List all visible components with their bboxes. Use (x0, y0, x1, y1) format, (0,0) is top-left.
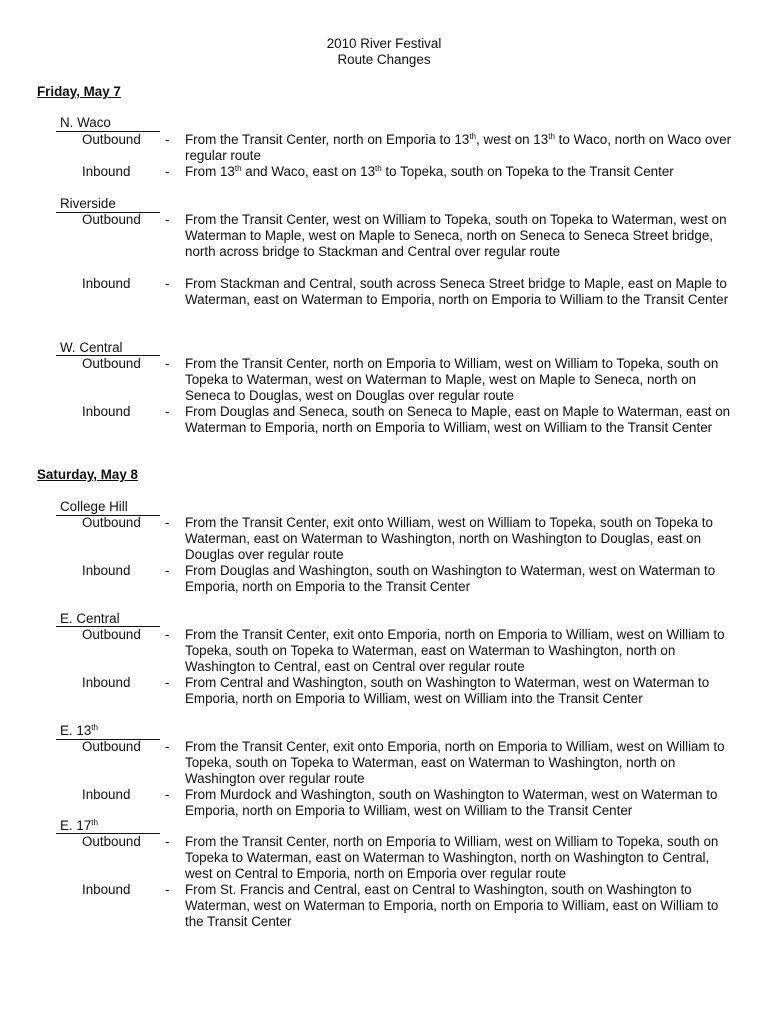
route-name-college-hill: College Hill (60, 499, 128, 514)
outbound-label: Outbound (82, 356, 141, 371)
dash-separator: - (165, 787, 170, 802)
route-name-e-central: E. Central (60, 611, 120, 626)
route-name-e-17th: E. 17th (60, 818, 98, 833)
route-description-inbound: From Douglas and Seneca, south on Seneca to Maple, east on Maple to Waterman, east on Waterman to Emporia, north on Emporia to William, west on William to the Transit Center (185, 404, 731, 435)
route-description-inbound: From Stackman and Central, south across Seneca Street bridge to Maple, east on Maple to Waterman, east on Waterman to Emporia, north on Emporia to William to the Transit Center (185, 276, 729, 307)
dash-separator: - (165, 276, 170, 291)
dash-separator: - (165, 627, 170, 642)
route-name-riverside: Riverside (60, 196, 116, 211)
inbound-label: Inbound (82, 882, 131, 897)
dash-separator: - (165, 882, 170, 897)
route-description-outbound: From the Transit Center, exit onto Emporia, north on Emporia to William, west on William to Topeka, south on Topeka to Waterman, east on Waterman to Washington, north on Washington to Central, east on Central over regular route (185, 627, 725, 674)
day-heading-saturday: Saturday, May 8 (37, 467, 138, 482)
route-description-inbound: From Central and Washington, south on Washington to Waterman, west on Waterman to Emporia, north on Emporia to William, west on William into the Transit Center (185, 675, 710, 706)
route-name-e-13th: E. 13th (60, 723, 98, 738)
route-description-inbound: From Douglas and Washington, south on Washington to Waterman, west on Waterman to Emporia, north on Emporia to the Transit Center (185, 563, 716, 594)
dash-separator: - (165, 675, 170, 690)
inbound-label: Inbound (82, 675, 131, 690)
inbound-label: Inbound (82, 563, 131, 578)
inbound-label: Inbound (82, 787, 131, 802)
dash-separator: - (165, 515, 170, 530)
outbound-label: Outbound (82, 739, 141, 754)
route-description-outbound: From the Transit Center, exit onto William, west on William to Topeka, south on Topeka to Waterman, east on Waterman to Washington, north on Washington to Douglas, east on Douglas over regular route (185, 515, 713, 562)
dash-separator: - (165, 212, 170, 227)
dash-separator: - (165, 132, 170, 147)
dash-separator: - (165, 563, 170, 578)
route-name-n-waco: N. Waco (60, 115, 111, 130)
inbound-label: Inbound (82, 404, 131, 419)
inbound-label: Inbound (82, 164, 131, 179)
route-name-w-central: W. Central (60, 340, 123, 355)
dash-separator: - (165, 356, 170, 371)
outbound-label: Outbound (82, 627, 141, 642)
route-description-outbound: From the Transit Center, west on William to Topeka, south on Topeka to Waterman, west on Waterman to Maple, west on Maple to Seneca, north on Seneca to Seneca Street bridge, north across bridge to Stackman and Central over regular route (185, 212, 727, 259)
outbound-label: Outbound (82, 834, 141, 849)
route-description-outbound: From the Transit Center, exit onto Emporia, north on Emporia to William, west on William to Topeka, south on Topeka to Waterman, east on Waterman to Washington, north on Washington over regular route (185, 739, 725, 786)
outbound-label: Outbound (82, 515, 141, 530)
dash-separator: - (165, 164, 170, 179)
outbound-label: Outbound (82, 132, 141, 147)
outbound-label: Outbound (82, 212, 141, 227)
route-description-outbound: From the Transit Center, north on Emporia to William, west on William to Topeka, south on Topeka to Waterman, west on Waterman to Maple, west on Maple to Seneca, north on Seneca to Douglas, west on Douglas over regular route (185, 356, 719, 403)
route-description-outbound: From the Transit Center, north on Emporia to 13th, west on 13th to Waco, north on Waco over regular route (185, 132, 732, 163)
inbound-label: Inbound (82, 276, 131, 291)
route-description-inbound: From St. Francis and Central, east on Central to Washington, south on Washington to Waterman, west on Waterman to Emporia, north on Emporia to William, east on William to the Transit Center (185, 882, 719, 929)
dash-separator: - (165, 404, 170, 419)
route-description-inbound: From Murdock and Washington, south on Washington to Waterman, west on Waterman to Emporia, north on Emporia to William, west on William to the Transit Center (185, 787, 718, 818)
document-title (0, 36, 768, 68)
route-description-outbound: From the Transit Center, north on Emporia to William, west on William to Topeka, south on Topeka to Waterman, east on Waterman to Washington, north on Washington to Central, west on Central to Emporia, north on Emporia over regular route (185, 834, 719, 881)
dash-separator: - (165, 739, 170, 754)
title-line-1: 2010 River Festival (326, 36, 442, 51)
day-heading-friday: Friday, May 7 (37, 84, 121, 99)
dash-separator: - (165, 834, 170, 849)
route-description-inbound: From 13th and Waco, east on 13th to Topeka, south on Topeka to the Transit Center (185, 164, 674, 179)
title-line-2: Route Changes (337, 52, 431, 67)
